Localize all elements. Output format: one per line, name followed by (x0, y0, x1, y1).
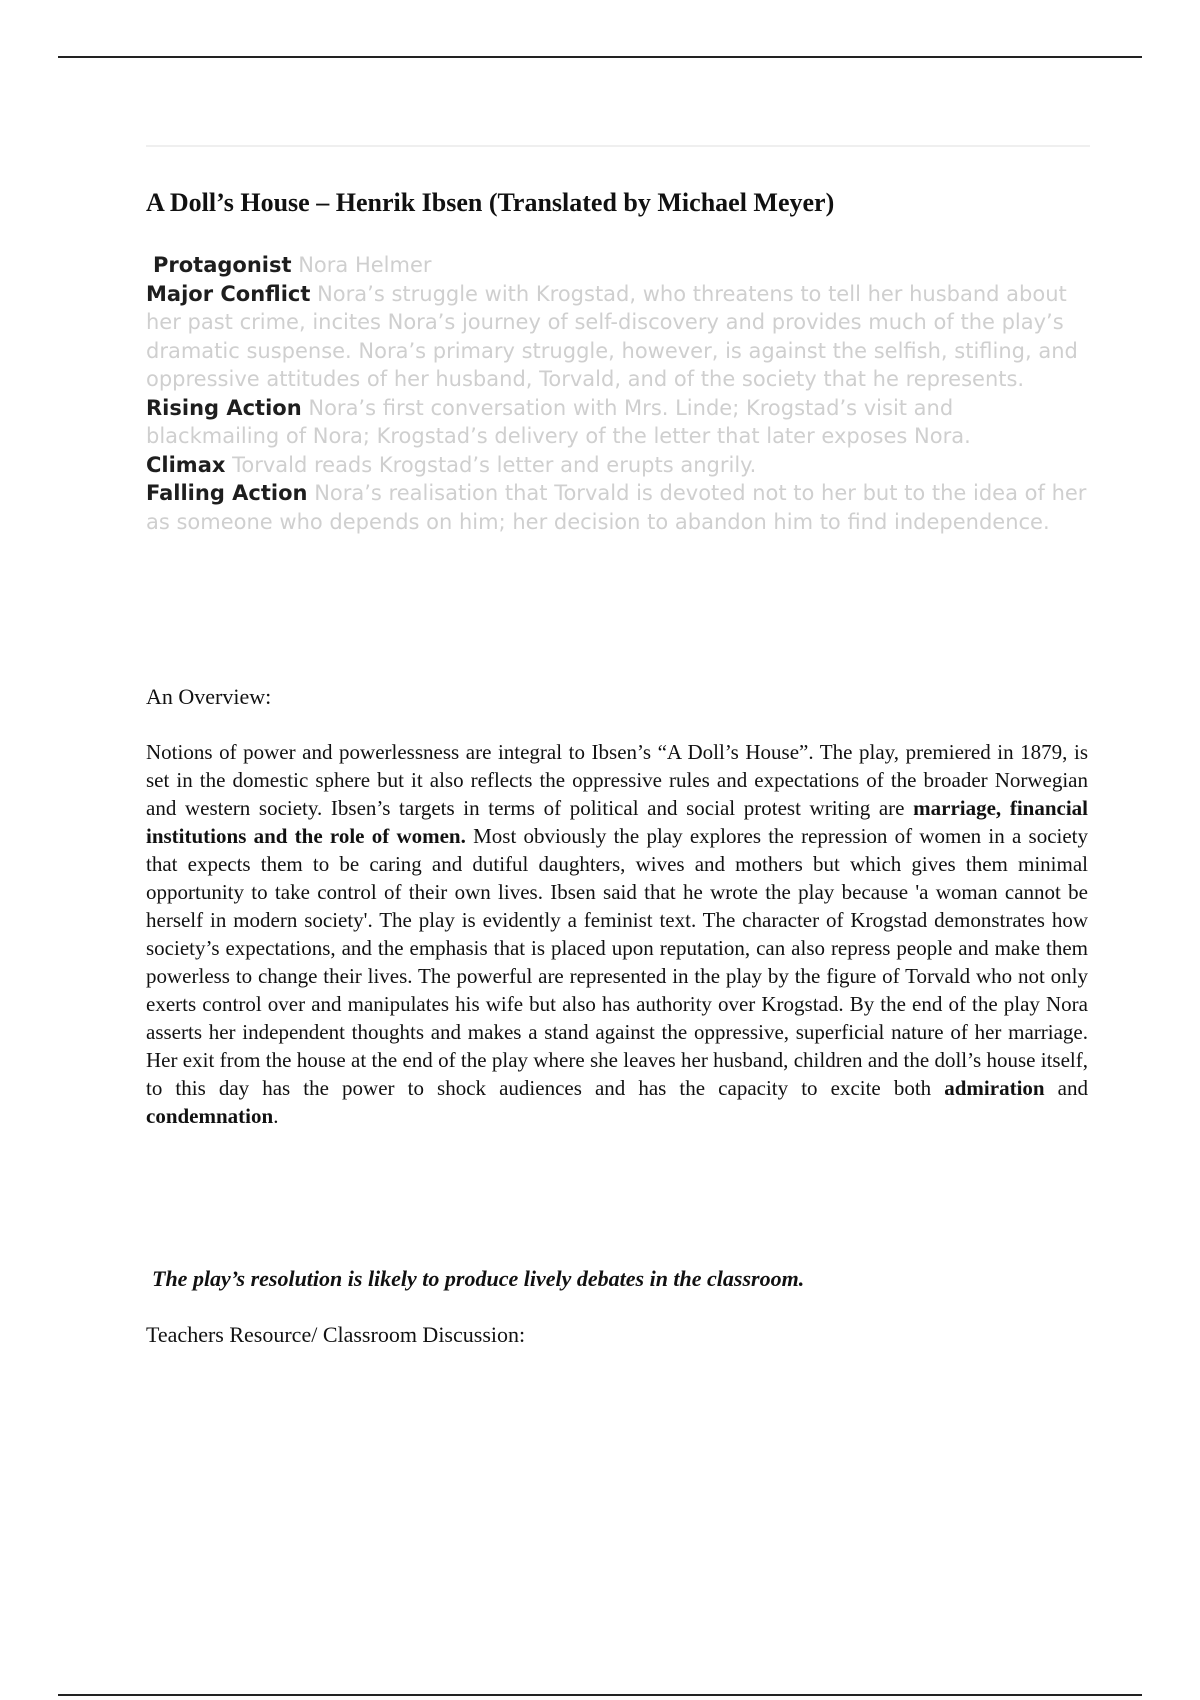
climax-text: Torvald reads Krogstad’s letter and erupts angrily. (232, 452, 757, 477)
overview-text-4: . (273, 1104, 279, 1128)
summary-protagonist (146, 251, 1090, 280)
overview-heading: An Overview: (146, 684, 272, 709)
summary-rising-action (146, 394, 1090, 451)
protagonist-text: Nora Helmer (298, 253, 432, 277)
protagonist-label: Protagonist (153, 253, 292, 277)
overview-bold-targets: marriage, financial institutions and the role of women. (146, 796, 1088, 848)
top-rule (58, 56, 1142, 58)
header-divider (146, 145, 1090, 147)
summary-major-conflict (146, 280, 1090, 394)
overview-text-2: Most obviously the play explores the repression of women in a society that expects them to be caring and dutiful daughters, wives and mothers but which gives them minimal opportunity to take control of their own lives. Ibsen said that he wrote the play because 'a woman cannot be herself in modern society'. The play is evidently a feminist text. The character of Krogstad demonstrates how society’s expectations, and the emphasis that is placed upon reputation, can also repress people and make them powerless to change their lives. The powerful are represented in the play by the figure of Torvald who not only exerts control over and manipulates his wife but also has authority over Krogstad. By the end of the play Nora asserts her independent thoughts and makes a stand against the oppressive, superficial nature of her marriage. Her exit from the house at the end of the play where she leaves her husband, children and the doll’s house itself, to this day has the power to shock audiences and has the capacity to excite both (146, 824, 1089, 1100)
document-title: A Doll’s House – Henrik Ibsen (Translated by Michael Meyer) (146, 188, 835, 217)
rising-action-label: Rising Action (146, 395, 302, 420)
overview-text-3: and (1044, 1076, 1088, 1100)
overview-text-1: Notions of power and powerlessness are integral to Ibsen’s “A Doll’s House”. The play, premiered in 1879, is set in the domestic sphere but it also reflects the oppressive rules and expectations of the broader Norwegian and western society. Ibsen’s targets in terms of political and social protest writing are (146, 740, 1088, 820)
falling-action-label: Falling Action (146, 481, 308, 505)
overview-bold-admiration: admiration (944, 1076, 1045, 1100)
summary-falling-action (146, 479, 1090, 536)
bottom-rule (58, 1694, 1142, 1696)
summary-climax (146, 451, 1090, 480)
teachers-resource-heading: Teachers Resource/ Classroom Discussion: (146, 1322, 526, 1347)
resolution-callout: The play’s resolution is likely to produce lively debates in the classroom. (152, 1266, 805, 1291)
overview-paragraph (146, 738, 1088, 1130)
major-conflict-label: Major Conflict (146, 281, 311, 306)
major-conflict-text: Nora’s struggle with Krogstad, who threatens to tell her husband about her past crime, incites Nora’s journey of self-discovery and provides much of the play’s dramatic suspense. Nora’s primary struggle, however, is against the selfish, stifling, and oppressive attitudes of her husband, Torvald, and of the society that he represents. (146, 281, 1078, 391)
climax-label: Climax (146, 452, 226, 477)
rising-action-text: Nora’s first conversation with Mrs. Linde; Krogstad’s visit and blackmailing of Nora; Krogstad’s delivery of the letter that later exposes Nora. (146, 395, 971, 448)
falling-action-text: Nora’s realisation that Torvald is devoted not to her but to the idea of her as someone who depends on him; her decision to abandon him to find independence. (146, 481, 1087, 534)
plot-summary (146, 251, 1090, 536)
overview-bold-condemnation: condemnation (146, 1104, 274, 1128)
